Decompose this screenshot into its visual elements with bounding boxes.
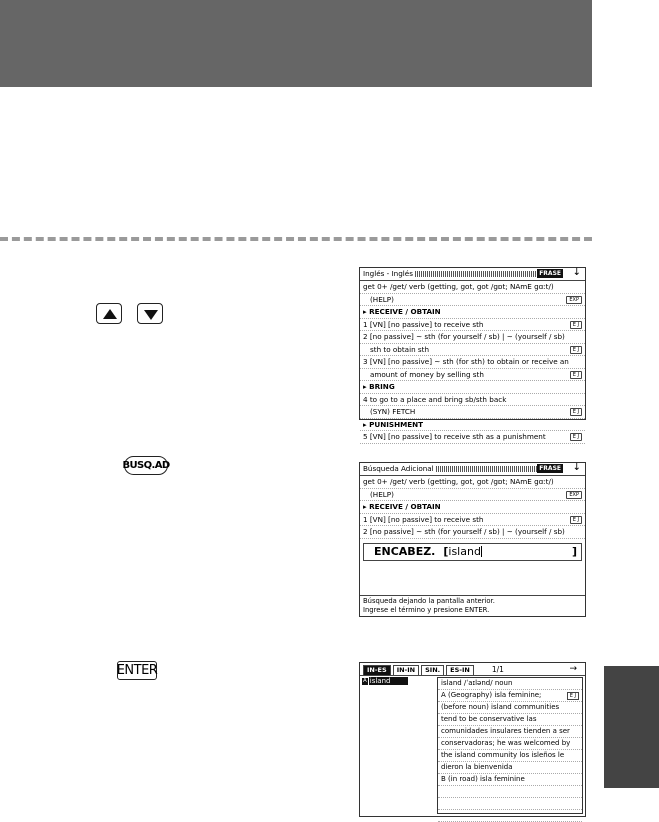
status-message (360, 595, 585, 616)
entry-text: (HELP) (370, 489, 394, 499)
entry-line (360, 306, 585, 319)
section-divider (0, 237, 592, 241)
audio-tag[interactable]: E J (567, 692, 579, 700)
definition-text: dieron la bienvenida (441, 763, 513, 771)
message-line-1: Búsqueda dejando la pantalla anterior. (363, 597, 495, 605)
entry-text: (SYN) FETCH (370, 407, 416, 416)
entry-text: 2 [no passive] ~ sth (for yourself / sb) | ~ (yourself / sb) (363, 527, 565, 536)
dictionary-tabs (360, 663, 585, 676)
frase-badge: FRASE (539, 465, 561, 472)
header-band (0, 0, 592, 87)
up-arrow-key[interactable] (96, 303, 122, 324)
title-hatch (436, 466, 540, 472)
entry-lines (360, 476, 585, 539)
entry-line (360, 489, 585, 502)
audio-tag[interactable]: E J (570, 516, 582, 524)
definition-line (438, 678, 582, 690)
down-arrow-icon (144, 310, 158, 320)
entry-text: 4 to go to a place and bring sb/sth back (363, 394, 507, 404)
tab-in-in[interactable]: IN-IN (393, 665, 419, 675)
definition-line (438, 738, 582, 750)
entry-text: ▸ BRING (363, 382, 395, 391)
definition-text: island /ˈaɪlənd/ noun (441, 679, 513, 687)
entry-text: 2 [no passive] ~ sth (for yourself / sb) | ~ (yourself / sb) (363, 332, 565, 341)
entry-lines (360, 281, 585, 444)
definition-line (438, 774, 582, 786)
letter-box: A (363, 677, 367, 684)
entry-line (360, 294, 585, 307)
up-arrow-icon (103, 309, 117, 319)
entry-text: (HELP) (370, 294, 394, 304)
screen-title: Búsqueda Adicional (363, 464, 434, 474)
scroll-down-icon: ↓ (572, 462, 581, 473)
entry-line (360, 319, 585, 332)
screen-title: Inglés - Inglés (363, 269, 413, 279)
entry-line (360, 369, 585, 382)
entry-text: ▸ RECEIVE / OBTAIN (363, 307, 441, 316)
entry-text: 1 [VN] [no passive] to receive sth (363, 514, 484, 524)
audio-tag[interactable]: EXP (566, 491, 582, 499)
right-arrow-icon: → (569, 664, 577, 674)
input-label: ENCABEZ. (374, 544, 436, 558)
audio-tag[interactable]: E J (570, 408, 582, 416)
entry-text: get 0+ /get/ verb (getting, got, got /gɒt; NAmE gɑːt/) (363, 282, 554, 291)
audio-tag[interactable]: E J (570, 371, 582, 379)
audio-tag[interactable]: E J (570, 321, 582, 329)
screen-title-bar (360, 268, 585, 281)
title-hatch (415, 271, 540, 277)
screen-dictionary-results (359, 662, 586, 817)
audio-tag[interactable]: EXP (566, 296, 582, 304)
definition-line (438, 810, 582, 822)
entry-line (360, 331, 585, 344)
tab-sin[interactable]: SIN. (421, 665, 444, 675)
definition-line (438, 786, 582, 798)
definition-text: A (Geography) isla feminine; (441, 691, 542, 699)
open-bracket: [ (443, 544, 449, 558)
enter-key[interactable]: ENTER (116, 663, 158, 678)
screen-busqueda-adicional (359, 462, 586, 617)
entry-text: 5 [VN] [no passive] to receive sth as a punishment (363, 432, 546, 441)
definition-text: conservadoras; he was welcomed by (441, 739, 571, 747)
entry-text: 1 [VN] [no passive] to receive sth (363, 319, 484, 329)
definition-line (438, 750, 582, 762)
entry-text: 3 [VN] [no passive] ~ sth (for sth) to obtain or receive an (363, 357, 569, 366)
entry-text: get 0+ /get/ verb (getting, got, got /gɒt; NAmE gɑːt/) (363, 477, 554, 486)
entry-line (360, 431, 585, 444)
definition-line (438, 762, 582, 774)
scroll-down-icon: ↓ (572, 267, 581, 278)
definition-text: comunidades insulares tienden a ser (441, 727, 570, 735)
input-value[interactable]: island (448, 544, 481, 558)
entry-text: sth to obtain sth (370, 344, 430, 354)
frase-badge: FRASE (539, 270, 561, 277)
page-counter: 1/1 (491, 665, 504, 674)
entry-text: amount of money by selling sth (370, 369, 484, 379)
list-item[interactable] (362, 677, 436, 686)
entry-line (360, 281, 585, 294)
headword-input-box[interactable] (363, 543, 582, 561)
definition-text: the island community los isleños le (441, 751, 565, 759)
definition-line (438, 798, 582, 810)
entry-line (360, 381, 585, 394)
definition-pane (437, 677, 583, 814)
tab-es-in[interactable]: ES-IN (446, 665, 474, 675)
entry-line (360, 344, 585, 357)
definition-line (438, 714, 582, 726)
definition-text: tend to be conservative las (441, 715, 537, 723)
entry-text: ▸ PUNISHMENT (363, 419, 424, 429)
entry-line (360, 406, 585, 419)
down-arrow-key[interactable] (137, 303, 163, 324)
definition-text: B (in road) isla feminine (441, 775, 525, 783)
definition-line (438, 726, 582, 738)
definition-text: (before noun) island communities (441, 703, 560, 711)
audio-tag[interactable]: E J (570, 433, 582, 441)
entry-line (360, 394, 585, 407)
screen-title-bar (360, 463, 585, 476)
text-cursor (481, 546, 482, 557)
entry-line (360, 501, 585, 514)
results-list (362, 677, 436, 686)
entry-line (360, 476, 585, 489)
entry-line (360, 526, 585, 539)
entry-text: ▸ RECEIVE / OBTAIN (363, 502, 441, 511)
close-bracket: ] (571, 544, 577, 558)
message-line-2: Ingrese el término y presione ENTER. (363, 606, 490, 614)
audio-tag[interactable]: E J (570, 346, 582, 354)
entry-line (360, 419, 585, 432)
list-item-label: island (369, 677, 409, 685)
screen-ingles-ingles (359, 267, 586, 441)
side-tab (604, 666, 659, 788)
busq-ad-key[interactable]: BUSQ.AD (124, 456, 168, 475)
entry-line (360, 514, 585, 527)
definition-line (438, 702, 582, 714)
tab-in-es[interactable]: IN-ES (363, 665, 391, 675)
entry-line (360, 356, 585, 369)
definition-line (438, 690, 582, 702)
